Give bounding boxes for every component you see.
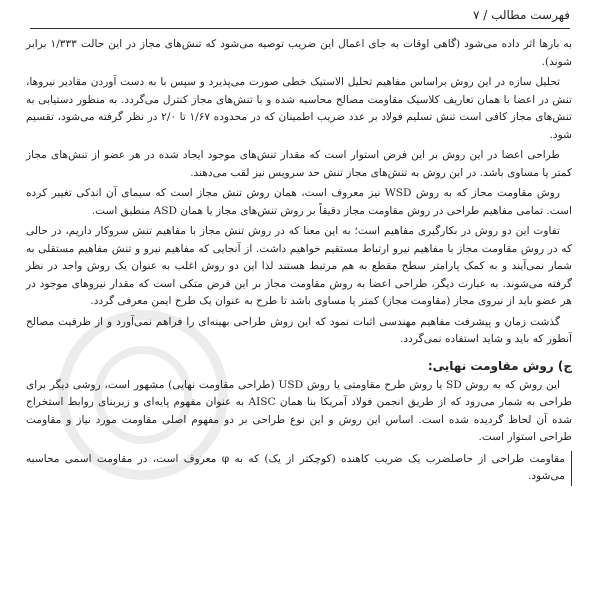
paragraph: تفاوت این دو روش در بکارگیری مفاهیم است؛ به این معنا که در روش تنش مجاز با مفاهیم تنش سروکار داریم، در حالی که در روش مقاومت مجاز با مفاهیم نیرو ارتباط مستقیم خواهیم داشت. از آنجایی که مفاهیم نیرو و تنش مفاهیم مستقلی به شمار نمی‌آیند و به کمک پارامتر سطح مقطع به هم مرتبط هستند لذا این دو روش اغلب به عنوان یک روش واحد در نظر گرفته می‌شوند. به عبارت دیگر، طراحی اعضا به روش مقاومت مجاز بر این فرض متکی است که مقدار نیروهای موجود در هر عضو باید از نیروی مجاز (مقاومت مجاز) کمتر یا مساوی باشد تا طرح به عنوان یک طرح ایمن معرفی گردد.: [26, 225, 572, 307]
paragraph: گذشت زمان و پیشرفت مفاهیم مهندسی اثبات نمود که این روش طراحی بهینه‌ای را فراهم نمی‌آورد و از ظرفیت مصالح آنطور که باید و شاید استفاده نمی‌گردد.: [26, 315, 572, 345]
paragraph: طراحی اعضا در این روش بر این فرض استوار است که مقدار تنش‌های موجود ایجاد شده در هر عضو از تنش‌های مجاز کمتر یا مساوی باشد. در این روش به تنش‌های مجاز تنش حد سرویس نیز لقب می‌دهند.: [26, 149, 572, 179]
page-header: [30, 6, 570, 29]
paragraph: روش مقاومت مجاز که به روش WSD نیز معروف است، همان روش تنش مجاز است که سیمای آن اندکی تغییر کرده است. تمامی مفاهیم طراحی در روش مقاومت مجاز دقیقاً بر روش تنش‌های مجاز یا همان ASD منطبق است.: [26, 187, 572, 217]
page-body: [26, 36, 572, 489]
paragraph: به بارها اثر داده می‌شود (گاهی اوقات به جای اعمال این ضریب توصیه می‌شود که تنش‌های مجاز در این حالت ۱/۳۳۳ برابر شوند).: [26, 38, 572, 68]
paragraph: تحلیل سازه در این روش براساس مفاهیم تحلیل الاستیک خطی صورت می‌پذیرد و سپس با به دست آوردن مقادیر نیروها، تنش در اعضا با همان تعاریف کلاسیک مقاومت مصالح محاسبه شده و با تنش‌های مجاز کنترل می‌گردد. به منظور دستیابی به تنش‌های مجاز کافی است تنش تسلیم فولاد بر عدد ضریب اطمینان که در محدوده ۱/۶۷ تا ۲/۰ در نظر گرفته می‌شود، تقسیم شود.: [26, 76, 573, 141]
note-box: [26, 451, 572, 486]
paragraph: این روش که به روش SD یا روش طرح مقاومتی یا روش USD (طراحی مقاومت نهایی) مشهور است، روشی دیگر برای طراحی به شمار می‌رود که از طریق انجمن فولاد آمریکا بنا همان AISC به عنوان مفهوم پایه‌ای و زیربنای روابط استخراج شده آن لحاظ گردیده شده است. اساس این روش و این نوع طراحی بر دو مفهوم اصلی مقاومت مورد نیاز و مقاومت طراحی استوار است.: [26, 378, 573, 443]
note-text: مقاومت طراحی از حاصلضرب یک ضریب کاهنده (کوچکتر از یک) که به φ معروف است، در مقاومت اسمی محاسبه می‌شود.: [26, 452, 565, 482]
section-heading: ج) روش مقاومت نهایی:: [427, 358, 572, 373]
running-header: فهرست مطالب / ۷: [472, 8, 570, 22]
